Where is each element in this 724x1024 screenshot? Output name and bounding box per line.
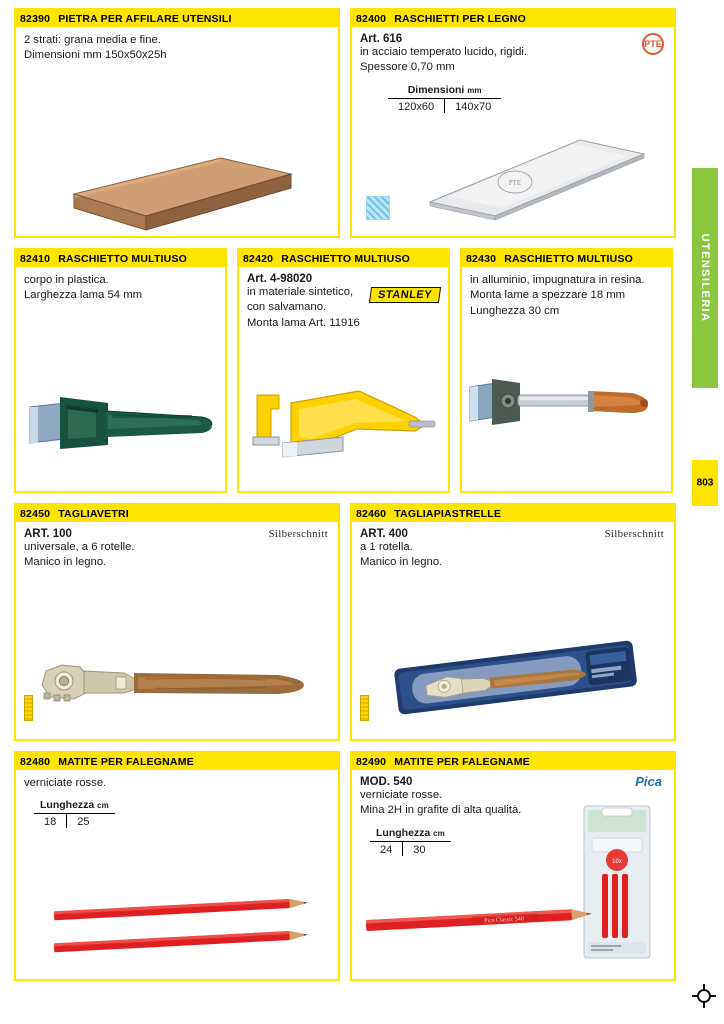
product-description [24,273,217,304]
desc-line: Dimensioni mm 150x50x25h [24,49,167,62]
product-image-sharpening-stone [16,106,338,236]
desc-line: Manico in legno. [24,556,107,569]
card-header [352,10,674,27]
product-card-82480[interactable] [14,751,340,981]
product-image-green-handle-scraper [16,341,225,491]
product-description [360,45,666,76]
product-card-82410[interactable] [14,248,227,493]
product-description [360,540,666,571]
brand-pte-logo [642,33,664,55]
dimension-value: 30 [402,842,435,856]
card-header [16,753,338,770]
dimension-value: 120x60 [398,100,435,113]
product-title: MATITE PER FALEGNAME [58,755,194,768]
product-image-aluminium-scraper [462,351,671,491]
product-image-glass-cutter [16,589,338,739]
dimension-value: 25 [66,814,99,828]
dimension-caption-text: Lunghezza [40,799,95,812]
product-code: 82390 [20,12,51,25]
dimension-table [388,84,501,113]
product-row [14,751,676,981]
card-header [462,250,671,267]
dimension-unit: cm [97,801,109,811]
product-image-wood-scraper-blade [352,116,674,236]
page-number: 803 [696,477,714,489]
product-image-carpenter-pencils [16,869,338,979]
desc-line: in materiale sintetico, [247,286,354,298]
product-card-82400[interactable] [350,8,676,238]
product-card-82450[interactable] [14,503,340,741]
card-header [16,250,225,267]
product-art-number: ART. 100 [24,528,72,540]
product-art-number: Art. 616 [360,33,403,45]
product-title: RASCHIETTO MULTIUSO [281,252,411,265]
product-art-number: ART. 400 [360,528,408,540]
product-title: RASCHIETTO MULTIUSO [58,252,188,265]
product-title: RASCHIETTO MULTIUSO [504,252,634,265]
card-header [239,250,448,267]
dimension-values [34,814,115,828]
card-header [16,10,338,27]
dimension-unit: mm [467,85,482,95]
product-art-number: Art. 4-98020 [247,273,313,285]
card-body [16,770,338,979]
card-body [16,27,338,236]
desc-line: in alluminio, impugnatura in resina. [470,274,645,286]
dimension-value: 18 [44,816,57,829]
svg-text:PTE: PTE [508,179,522,187]
product-code: 82450 [20,507,51,520]
product-description [24,540,330,571]
product-description [24,33,330,64]
dimension-value: 140x70 [444,99,501,113]
desc-line: in acciaio temperato lucido, rigidi. [360,46,528,58]
product-title: MATITE PER FALEGNAME [394,755,530,768]
product-description [470,273,663,319]
product-image-carpenter-pencil-and-blister [352,804,674,979]
svg-text:10x: 10x [612,859,622,865]
page-number-tab [692,460,718,506]
product-row [14,503,676,741]
section-tab-label: UTENSILERIA [699,233,711,323]
brand-silberschnitt-logo: Silberschnitt [604,528,664,540]
desc-line: verniciate rosse. [360,789,443,801]
dimension-unit: cm [433,828,445,838]
card-body [352,27,674,236]
card-header [352,753,674,770]
dimension-caption-text: Lunghezza [376,826,431,839]
brand-silberschnitt-logo: Silberschnitt [268,528,328,540]
product-row [14,8,676,238]
brand-stanley-logo: STANLEY [369,287,441,303]
brand-pica-logo: Pica [635,774,662,789]
product-title: PIETRA PER AFFILARE UTENSILI [58,12,232,25]
card-header [352,505,674,522]
desc-line: 2 strati: grana media e fine. [24,34,161,46]
card-body [352,522,674,739]
product-code: 82400 [356,12,387,25]
product-code: 82410 [20,252,51,265]
desc-line: Mina 2H in grafite di alta qualità. [360,804,522,817]
desc-line: Spessore 0,70 mm [360,61,455,74]
product-card-82490[interactable] [350,751,676,981]
product-code: 82480 [20,755,51,768]
product-card-82460[interactable] [350,503,676,741]
product-image-yellow-scraper [239,351,448,491]
page-right-rail [686,0,724,1024]
desc-line: verniciate rosse. [24,777,107,789]
desc-line: Manico in legno. [360,556,443,569]
desc-line: con salvamano. [247,301,327,314]
desc-line: universale, a 6 rotelle. [24,541,135,553]
product-title: TAGLIAVETRI [58,507,129,520]
dimension-caption [388,84,501,99]
product-row [14,248,676,493]
card-body [239,267,448,491]
product-code: 82490 [356,755,387,768]
dimension-values [388,99,501,113]
product-card-82390[interactable] [14,8,340,238]
publisher-logo-icon [692,984,716,1008]
product-code: 82420 [243,252,274,265]
dimension-value: 24 [380,843,393,856]
card-header [16,505,338,522]
product-title: TAGLIAPIASTRELLE [394,507,502,520]
desc-line: Lunghezza 30 cm [470,304,560,317]
desc-line: Monta lame a spezzare 18 mm [470,289,626,302]
dimension-caption [34,799,115,814]
section-tab-utensileria [692,168,718,388]
dimension-table [34,799,115,828]
desc-line: Monta lama Art. 11916 [247,316,360,329]
card-body [462,267,671,491]
product-art-number: MOD. 540 [360,776,413,788]
product-card-82420[interactable] [237,248,450,493]
desc-line: corpo in plastica. [24,274,109,286]
svg-text:Pica Classic 540: Pica Classic 540 [484,916,525,925]
desc-line: Larghezza lama 54 mm [24,289,143,302]
product-image-tile-cutter-blister [352,589,674,739]
product-code: 82430 [466,252,497,265]
brand-pte-label: PTE [644,39,662,49]
card-body [16,267,225,491]
card-body [16,522,338,739]
desc-line: a 1 rotella. [360,541,413,553]
product-description [24,776,330,791]
card-body [352,770,674,979]
dimension-caption-text: Dimensioni [407,83,465,96]
product-card-82430[interactable] [460,248,673,493]
product-code: 82460 [356,507,387,520]
product-title: RASCHIETTI PER LEGNO [394,12,526,25]
